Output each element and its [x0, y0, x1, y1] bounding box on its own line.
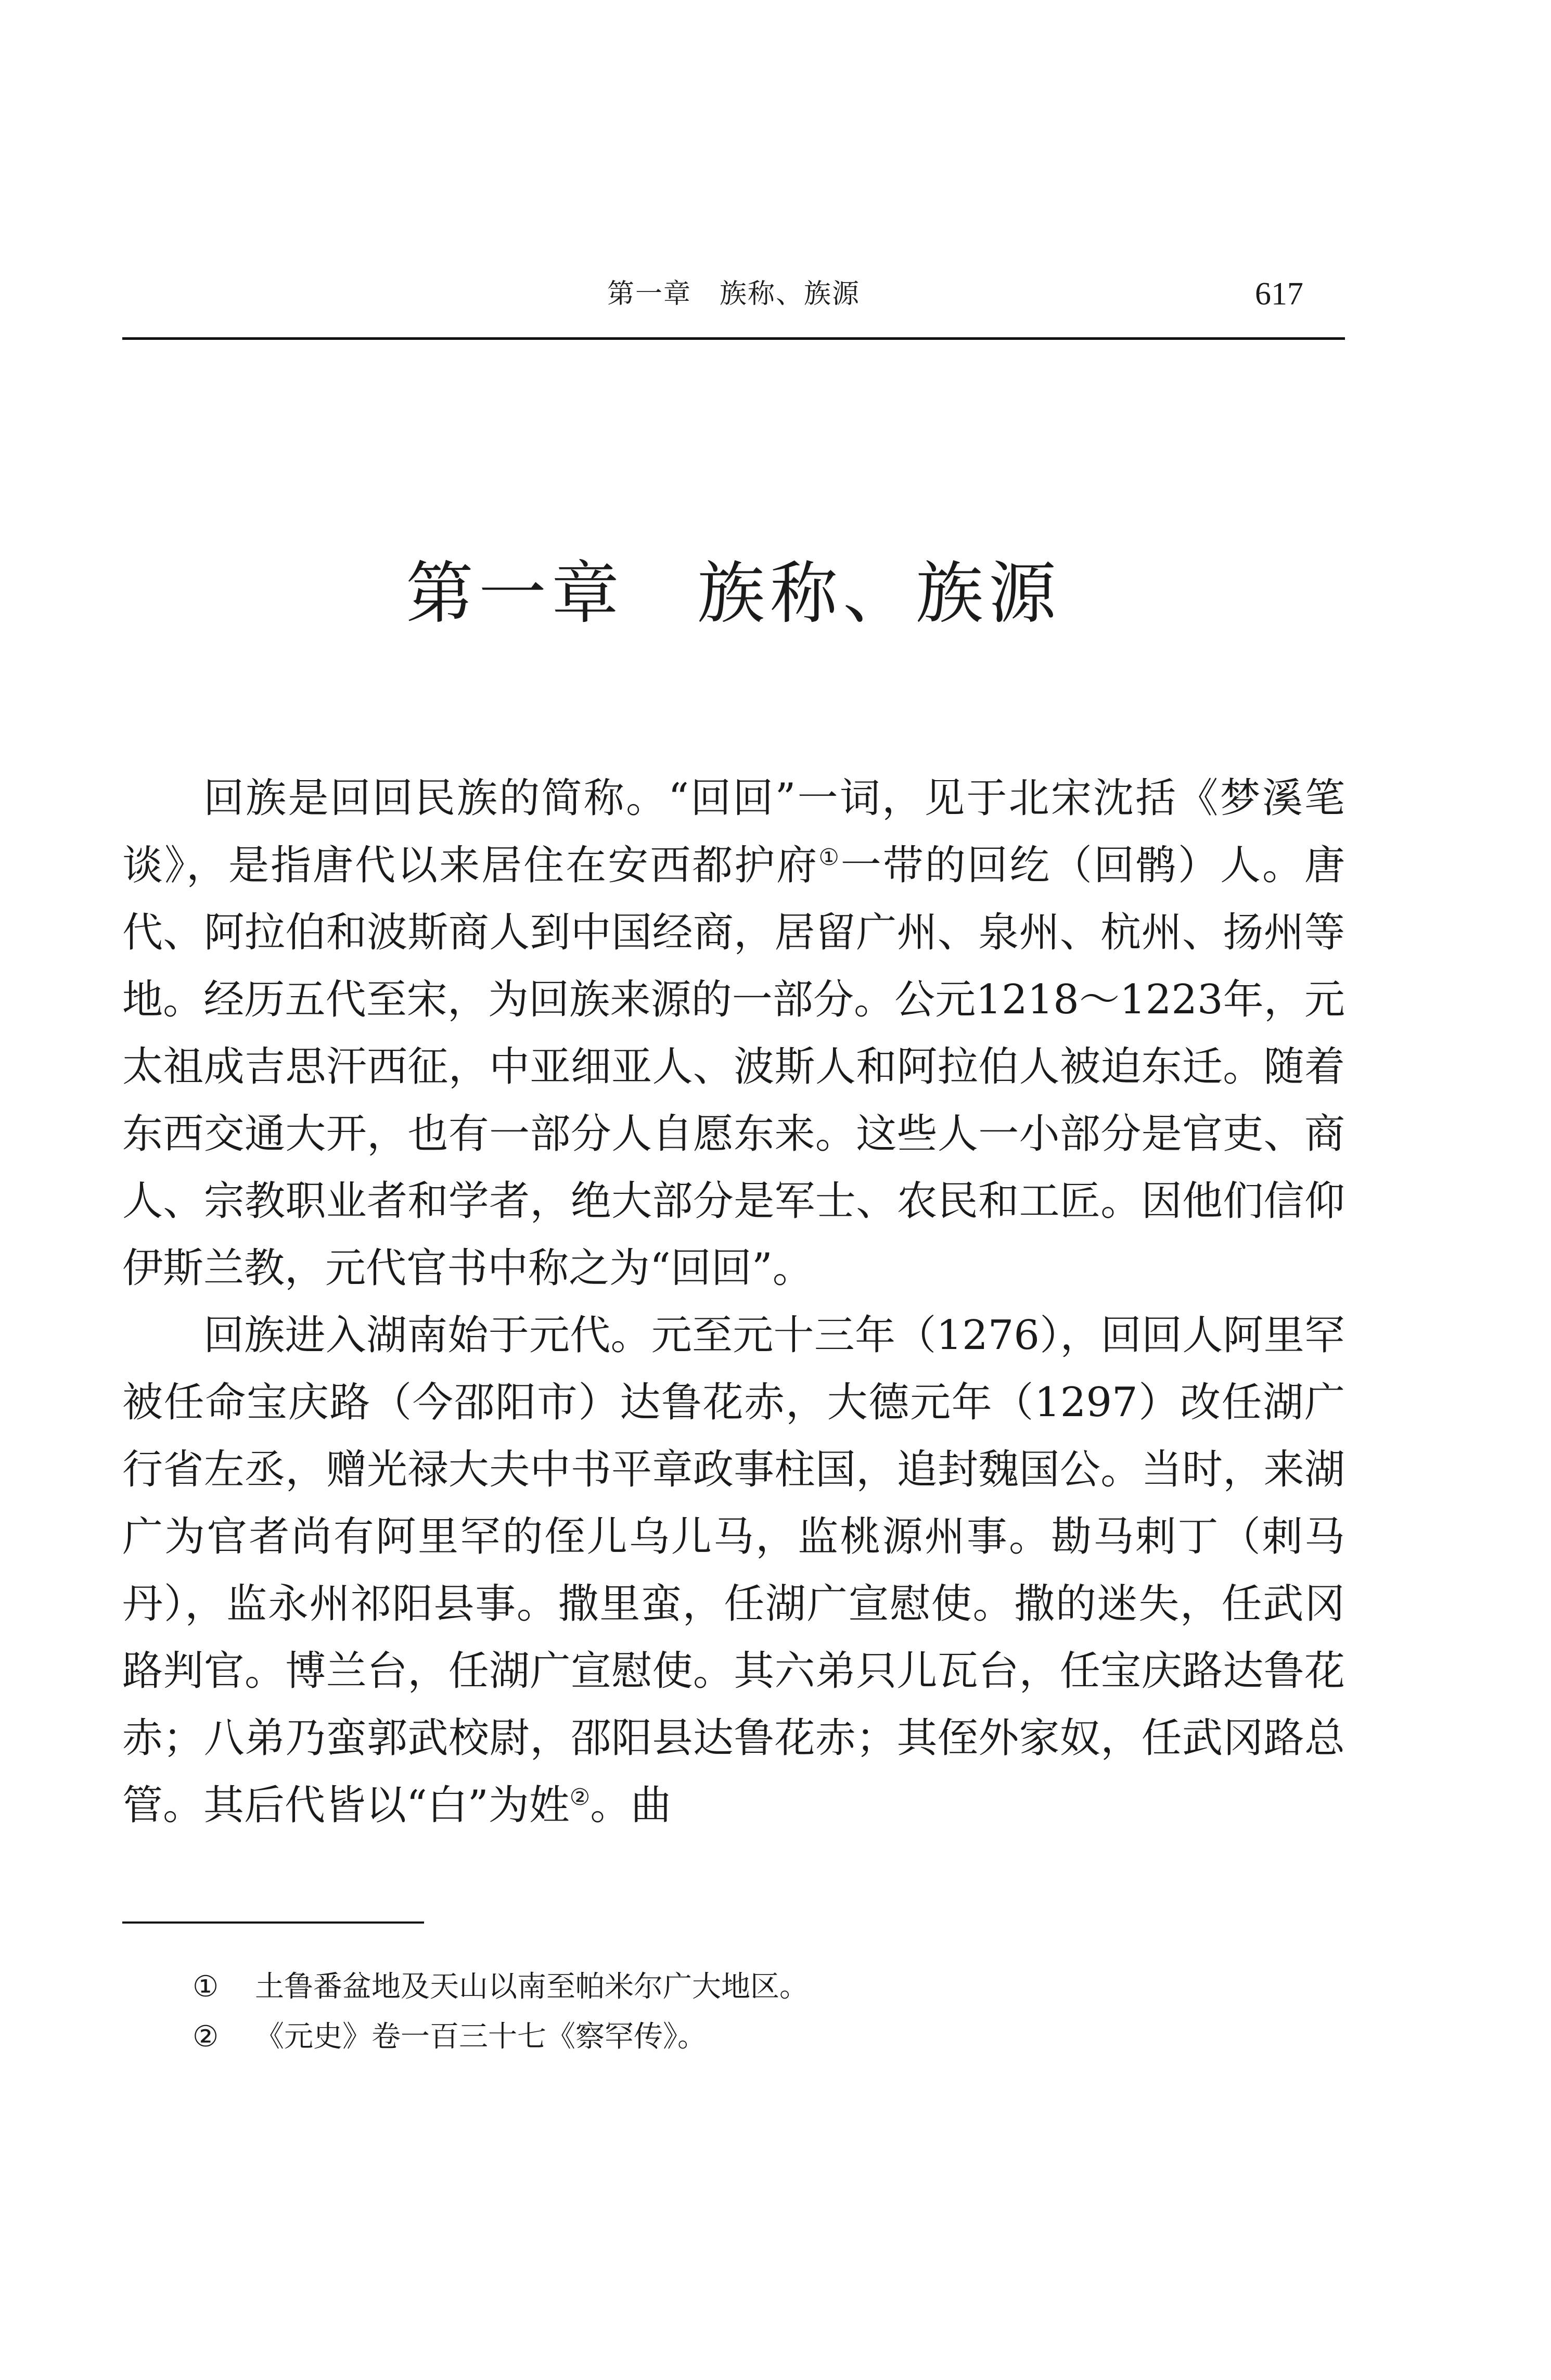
paragraph-2-text-b: 。曲	[590, 1782, 672, 1829]
footnote-text: 《元史》卷一百三十七《察罕传》。	[255, 2020, 707, 2054]
page-number: 617	[1255, 276, 1303, 312]
footnotes	[193, 1962, 1285, 2062]
running-header	[122, 271, 1345, 317]
footnote-1	[193, 1962, 1285, 2012]
chapter-title: 第一章 族称、族源	[405, 554, 1061, 633]
body-text	[122, 765, 1345, 1839]
footnote-rule	[122, 1921, 424, 1924]
footnote-ref-1: ①	[818, 844, 841, 871]
paragraph-2-text-a: 回族进入湖南始于元代。元至元十三年（1276），回回人阿里罕被任命宝庆路（今邵阳市）达鲁花赤，大德元年（1297）改任湖广行省左丞，赠光禄大夫中书平章政事柱国，追封魏国公。当时，来湖广为官者尚有阿里罕的侄儿乌儿马，监桃源州事。勘马剌丁（剌马丹），监永州祁阳县事。撒里蛮，任湖广宣慰使。撒的迷失，任武冈路判官。博兰台，任湖广宣慰使。其六弟只儿瓦台，任宝庆路达鲁花赤；八弟乃蛮郭武校尉，邵阳县达鲁花赤；其侄外家奴，任武冈路总管。其后代皆以“白”为姓	[122, 1312, 1345, 1829]
footnote-text: 土鲁番盆地及天山以南至帕米尔广大地区。	[255, 1970, 809, 2004]
header-rule	[122, 337, 1345, 340]
paragraph-1	[122, 765, 1345, 1302]
running-title: 第一章 族称、族源	[607, 278, 860, 310]
paragraph-1-text-b: 一带的回纥（回鹘）人。唐代、阿拉伯和波斯商人到中国经商，居留广州、泉州、杭州、扬州等地。经历五代至宋，为回族来源的一部分。公元1218～1223年，元太祖成吉思汗西征，中亚细亚人、波斯人和阿拉伯人被迫东迁。随着东西交通大开，也有一部分人自愿东来。这些人一小部分是官吏、商人、宗教职业者和学者，绝大部分是军士、农民和工匠。因他们信仰伊斯兰教，元代官书中称之为“回回”。	[122, 842, 1345, 1292]
footnote-2	[193, 2012, 1285, 2062]
paragraph-2	[122, 1302, 1345, 1839]
footnote-mark: ①	[193, 1970, 219, 2004]
paragraph-1-text-a: 回族是回回民族的简称。“回回”一词，见于北宋沈括《梦溪笔谈》，是指唐代以来居住在安西都护府	[122, 775, 1345, 889]
footnote-ref-2: ②	[569, 1784, 591, 1811]
footnote-mark: ②	[193, 2020, 219, 2054]
